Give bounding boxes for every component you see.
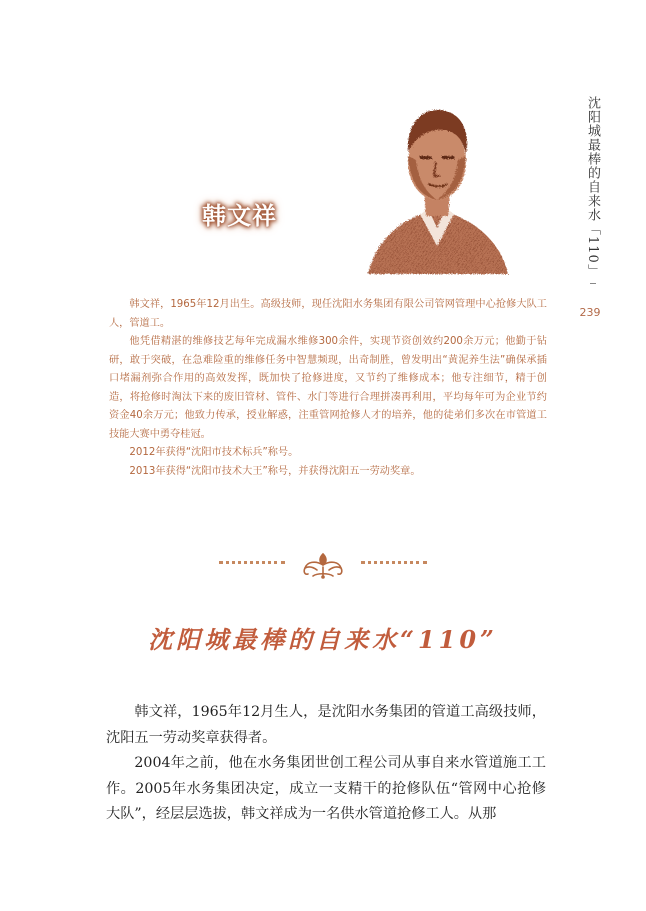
- floral-ornament-icon: [299, 550, 347, 580]
- bio-paragraph: 他凭借精湛的维修技艺每年完成漏水维修300余件，实现节资创效约200余万元；他勤于钻研，敢于突破，在急难险重的维修任务中智慧频现，出奇制胜，曾发明出“黄泥养生法”确保承插口堵漏剂弥合作用的高效发挥，既加快了抢修进度，又节约了维修成本；他专注细节，精于创造，将抢修时淘汰下来的废旧管材、管件、水门等进行合理拼凑再利用，平均每年可为企业节约资金40余万元；他致力传承，授业解惑，注重管网抢修人才的培养，他的徒弟们多次在市管道工技能大赛中勇夺桂冠。: [109, 336, 547, 440]
- article-paragraph: 2004年之前，他在水务集团世创工程公司从事自来水管道施工工作。2005年水务集团决定，成立一支精干的抢修队伍“管网中心抢修大队”，经层层选拔，韩文祥成为一名供水管道抢修工人。从那: [106, 755, 546, 822]
- portrait-illustration: [364, 96, 510, 278]
- article-title: 沈阳城最棒的自来水“110”: [148, 625, 498, 654]
- dotted-rule-left: [219, 561, 285, 564]
- bio-paragraph: 韩文祥，1965年12月出生。高级技师，现任沈阳水务集团有限公司管网管理中心抢修大队工人，管道工。: [109, 299, 547, 329]
- article-paragraph: 韩文祥，1965年12月生人，是沈阳水务集团的管道工高级技师，沈阳五一劳动奖章获得者。: [106, 704, 546, 746]
- bio-section: [109, 296, 547, 481]
- page-number: 239: [579, 306, 601, 319]
- bio-paragraph: 2012年获得“沈阳市技术标兵”称号。: [129, 447, 299, 458]
- article-body: [106, 700, 546, 828]
- bio-paragraph: 2013年获得“沈阳市技术大王”称号，并获得沈阳五一劳动奖章。: [129, 465, 421, 477]
- ornamental-divider: [219, 550, 427, 580]
- running-title: 沈阳城最棒的自来水「110」: [585, 96, 600, 278]
- side-divider: [590, 283, 596, 284]
- person-name: 韩文祥: [202, 201, 277, 230]
- dotted-rule-right: [361, 561, 427, 564]
